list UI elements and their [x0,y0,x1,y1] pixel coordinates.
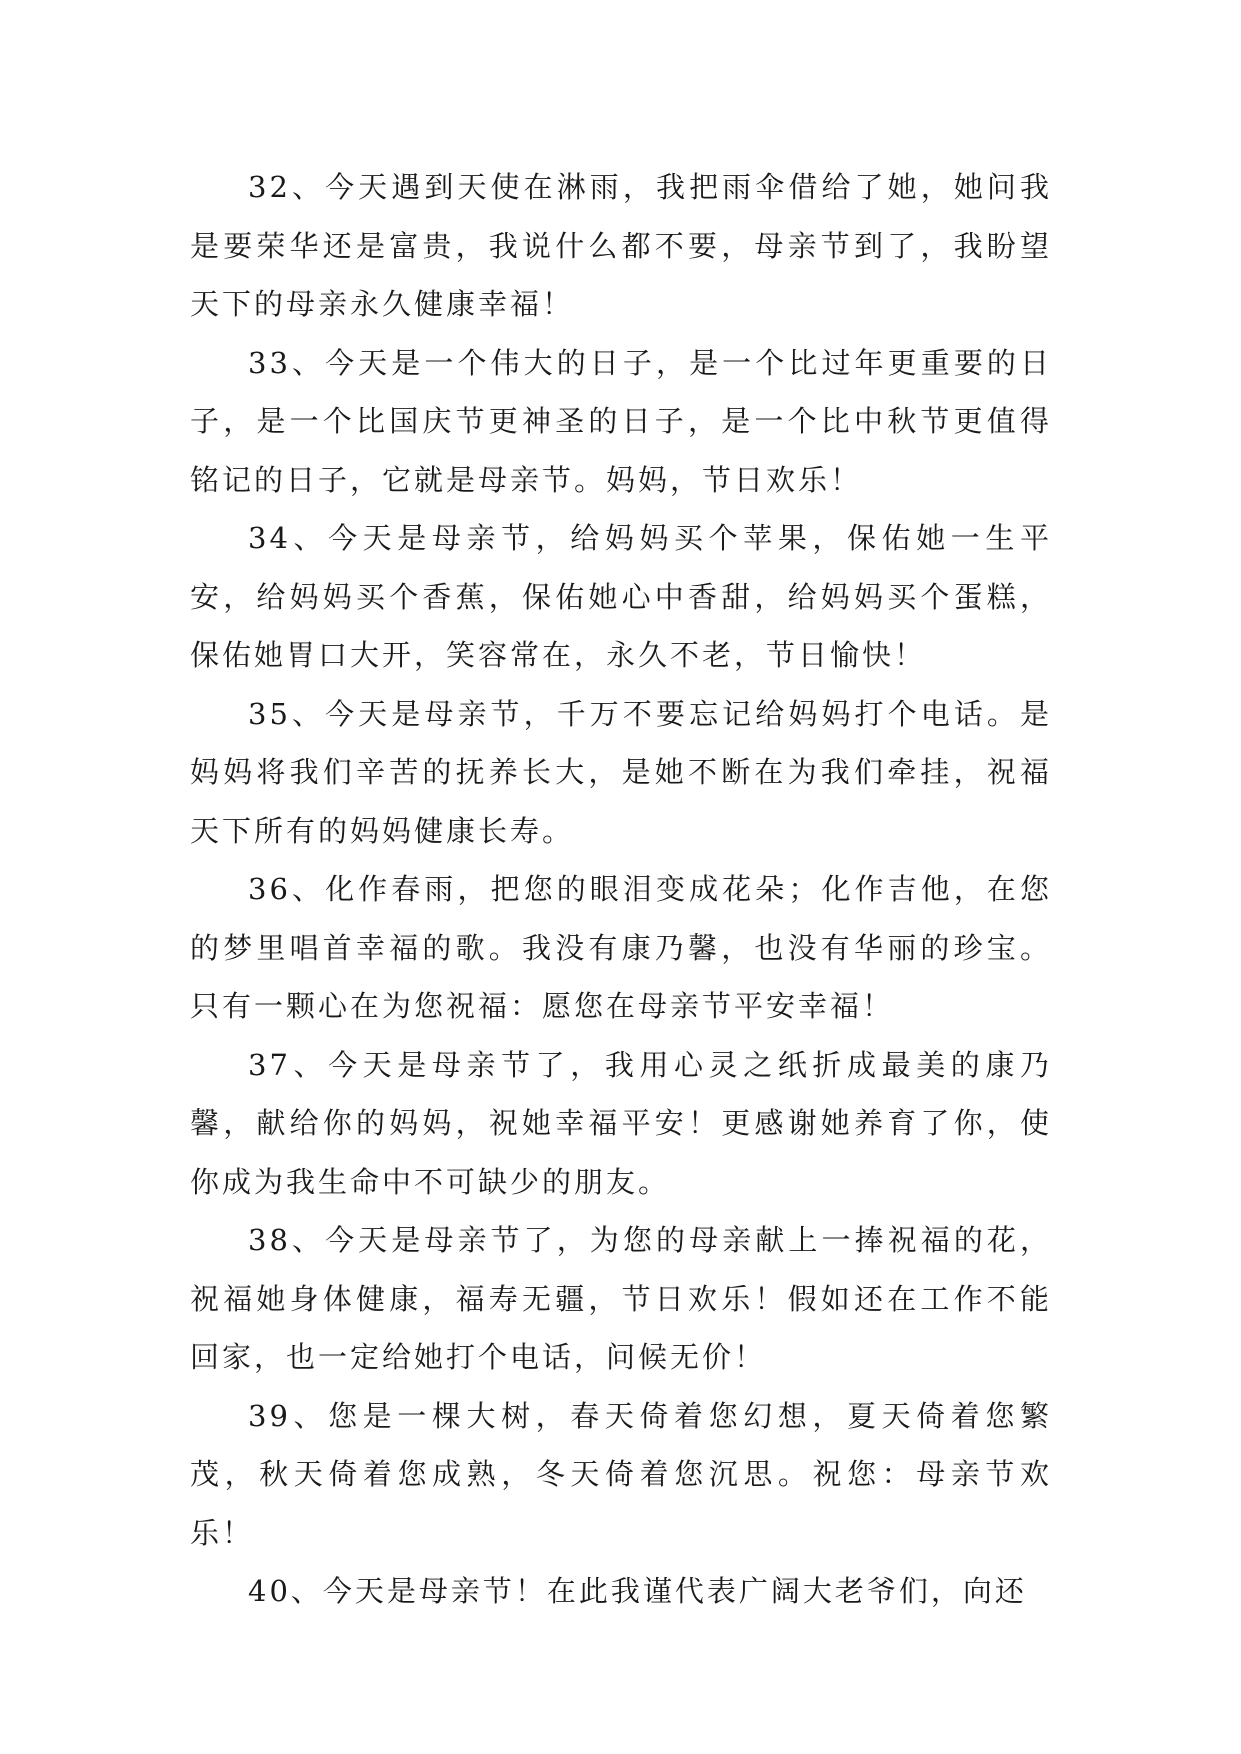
paragraph-39: 39、您是一棵大树，春天倚着您幻想，夏天倚着您繁茂，秋天倚着您成熟，冬天倚着您沉思。祝您：母亲节欢乐！ [190,1398,1052,1550]
paragraph-36: 36、化作春雨，把您的眼泪变成花朵；化作吉他，在您的梦里唱首幸福的歌。我没有康乃馨，也没有华丽的珍宝。只有一颗心在为您祝福：愿您在母亲节平安幸福！ [190,872,1052,1023]
paragraph-40: 40、今天是母亲节！在此我谨代表广阔大老爷们，向还 [248,1574,1027,1608]
paragraph-33: 33、今天是一个伟大的日子，是一个比过年更重要的日子，是一个比国庆节更神圣的日子，是一个比中秋节更值得铭记的日子，它就是母亲节。妈妈，节日欢乐！ [190,345,1052,497]
paragraph-35: 35、今天是母亲节，千万不要忘记给妈妈打个电话。是妈妈将我们辛苦的抚养长大，是她不断在为我们牵挂，祝福天下所有的妈妈健康长寿。 [190,696,1052,848]
paragraph-34: 34、今天是母亲节，给妈妈买个苹果，保佑她一生平安，给妈妈买个香蕉，保佑她心中香甜，给妈妈买个蛋糕，保佑她胃口大开，笑容常在，永久不老，节日愉快！ [190,521,1052,672]
paragraph-37: 37、今天是母亲节了，我用心灵之纸折成最美的康乃馨，献给你的妈妈，祝她幸福平安！更感谢她养育了你，使你成为我生命中不可缺少的朋友。 [190,1047,1052,1199]
document-body [190,158,1052,1621]
paragraph-32: 32、今天遇到天使在淋雨，我把雨伞借给了她，她问我是要荣华还是富贵，我说什么都不要，母亲节到了，我盼望天下的母亲永久健康幸福！ [190,170,1052,321]
paragraph-38: 38、今天是母亲节了，为您的母亲献上一捧祝福的花，祝福她身体健康，福寿无疆，节日欢乐！假如还在工作不能回家，也一定给她打个电话，问候无价！ [190,1223,1052,1374]
